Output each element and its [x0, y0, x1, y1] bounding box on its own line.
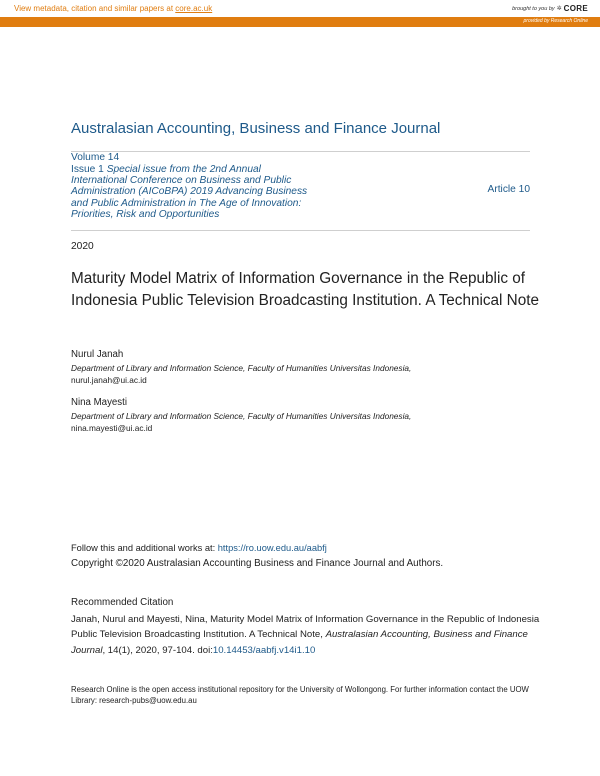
follow-line — [71, 543, 327, 553]
doi-link[interactable]: 10.14453/aabfj.v14i1.10 — [212, 644, 316, 656]
citation-details: , 14(1), 2020, 97-104. doi: — [102, 644, 213, 656]
issue-link[interactable] — [71, 164, 311, 220]
publication-year: 2020 — [71, 241, 94, 252]
author-email: nina.mayesti@ui.ac.id — [71, 423, 153, 433]
recommended-citation-heading: Recommended Citation — [71, 597, 174, 608]
issue-special: Special issue from the 2nd Annual International Conference on Business and Public Administration (AICoBPA) 2019 Advancing Business and Public Administration in The Age of Innovation: Priorities, Risk and Opportunities — [71, 164, 308, 220]
issue-prefix: Issue 1 — [71, 164, 107, 175]
author-affiliation: Department of Library and Information Science, Faculty of Humanities Universitas Indonesia, — [71, 411, 412, 421]
orange-stripe — [0, 17, 600, 27]
brought-by-label: brought to you by — [512, 5, 555, 12]
core-logo: CORE — [563, 4, 588, 13]
core-link[interactable]: core.ac.uk — [175, 4, 213, 13]
follow-label: Follow this and additional works at: — [71, 543, 218, 553]
core-brand[interactable] — [512, 4, 588, 13]
core-metadata-text — [14, 4, 212, 13]
article-title: Maturity Model Matrix of Information Governance in the Republic of Indonesia Public Television Broadcasting Institution. A Technical Note — [71, 270, 539, 309]
author-affiliation: Department of Library and Information Science, Faculty of Humanities Universitas Indonesia, — [71, 363, 412, 373]
core-banner — [0, 0, 600, 27]
repository-footer: Research Online is the open access institutional repository for the University of Wollongong. For further information contact the UOW Library: research-pubs@uow.edu.au — [71, 685, 529, 705]
provided-by-label[interactable]: provided by Research Online — [523, 18, 588, 24]
divider-top — [71, 151, 530, 152]
citation-text — [71, 612, 541, 658]
author-email: nurul.janah@ui.ac.id — [71, 375, 147, 385]
citation-body: Janah, Nurul and Mayesti, Nina, Maturity Model Matrix of Information Governance in the Republic of Indonesia Public Television Broadcasting Institution. A Technical Note, — [71, 614, 540, 641]
core-swirl-icon: ✲ — [556, 6, 562, 12]
journal-title[interactable]: Australasian Accounting, Business and Finance Journal — [71, 120, 441, 137]
repository-link[interactable]: https://ro.uow.edu.au/aabfj — [217, 543, 327, 553]
author-name: Nina Mayesti — [71, 397, 127, 408]
article-number[interactable]: Article 10 — [487, 184, 530, 195]
divider-bottom — [71, 230, 530, 231]
core-metadata-label: View metadata, citation and similar papers at — [14, 4, 176, 13]
copyright-notice: Copyright ©2020 Australasian Accounting Business and Finance Journal and Authors. — [71, 558, 444, 569]
citation-journal: Australasian Accounting, Business and Finance Journal — [71, 629, 528, 656]
volume-link[interactable]: Volume 14 — [71, 152, 120, 163]
author-name: Nurul Janah — [71, 349, 124, 360]
